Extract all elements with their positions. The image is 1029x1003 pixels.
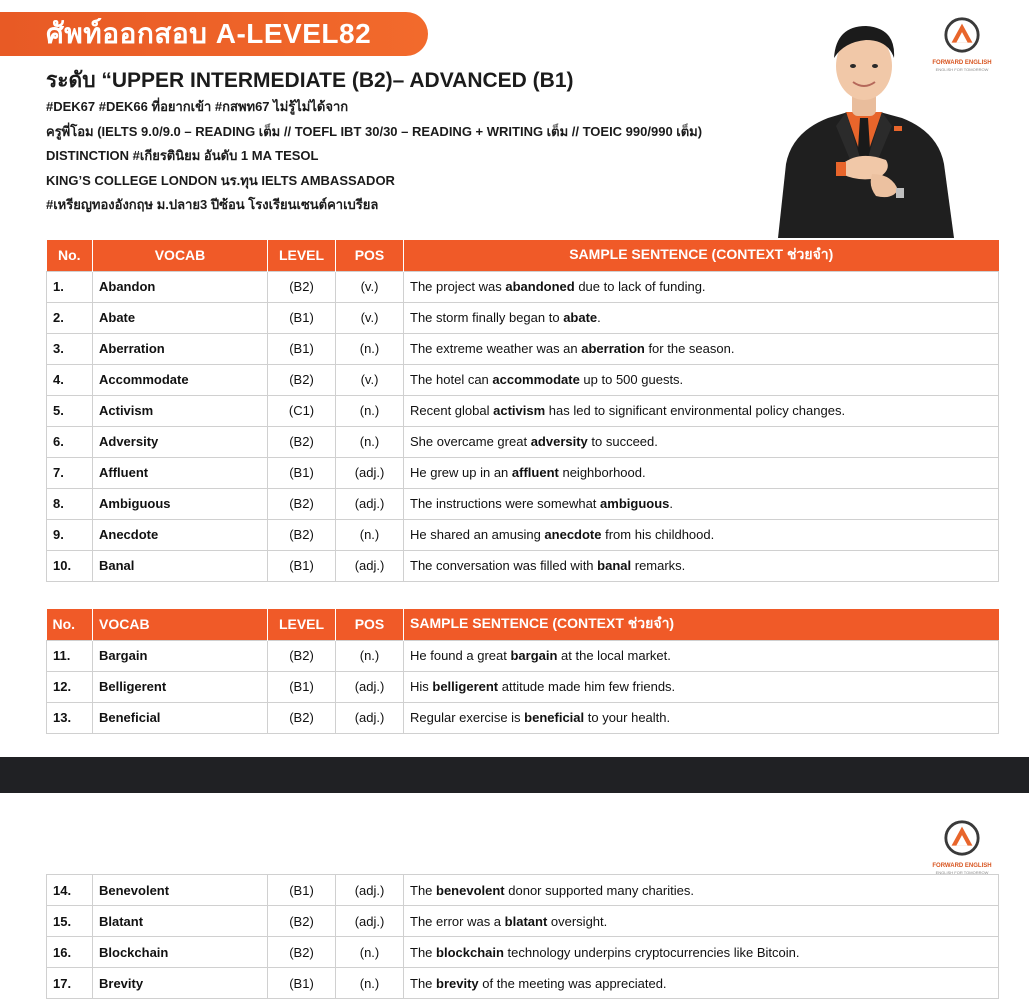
sentence-keyword: activism bbox=[493, 403, 546, 418]
vocab-level: (B2) bbox=[268, 364, 336, 395]
vocab-table-1 bbox=[46, 240, 999, 582]
sentence-start: His bbox=[410, 679, 433, 694]
page-title: ศัพท์ออกสอบ A-LEVEL82 bbox=[0, 12, 428, 56]
sample-sentence bbox=[404, 302, 999, 333]
sentence-keyword: anecdote bbox=[544, 527, 602, 542]
sentence-start: The storm finally began to bbox=[410, 310, 564, 325]
header-vocab: VOCAB bbox=[93, 240, 268, 271]
vocab-level: (B1) bbox=[268, 671, 336, 702]
sample-sentence bbox=[404, 640, 999, 671]
vocab-word: Accommodate bbox=[93, 364, 268, 395]
vocab-word: Abate bbox=[93, 302, 268, 333]
row-number: 12. bbox=[47, 671, 93, 702]
row-number: 8. bbox=[47, 488, 93, 519]
sentence-start: He shared an amusing bbox=[410, 527, 545, 542]
table-row bbox=[47, 937, 999, 968]
header-pos: POS bbox=[336, 609, 404, 640]
sentence-end: to your health. bbox=[584, 710, 671, 725]
sample-sentence bbox=[404, 519, 999, 550]
table-row bbox=[47, 395, 999, 426]
page-subtitle: ระดับ “UPPER INTERMEDIATE (B2)– ADVANCED (B1) bbox=[46, 69, 574, 92]
part-of-speech: (adj.) bbox=[336, 875, 404, 906]
sentence-keyword: ambiguous bbox=[600, 496, 670, 511]
page-divider bbox=[0, 757, 1029, 793]
part-of-speech: (adj.) bbox=[336, 550, 404, 581]
header-no: No. bbox=[47, 240, 93, 271]
sentence-end: remarks. bbox=[631, 558, 686, 573]
table-row bbox=[47, 671, 999, 702]
sample-sentence bbox=[404, 550, 999, 581]
vocab-word: Activism bbox=[93, 395, 268, 426]
row-number: 9. bbox=[47, 519, 93, 550]
vocab-table-3-body bbox=[47, 875, 999, 999]
table-row bbox=[47, 968, 999, 999]
sentence-end: donor supported many charities. bbox=[504, 882, 694, 898]
brand-logo bbox=[932, 819, 992, 875]
sentence-keyword: adversity bbox=[530, 434, 588, 449]
vocab-word: Brevity bbox=[93, 968, 268, 999]
sample-sentence bbox=[404, 426, 999, 457]
sample-sentence bbox=[404, 395, 999, 426]
sentence-keyword: aberration bbox=[581, 341, 645, 356]
header-sentence: SAMPLE SENTENCE (CONTEXT ช่วยจำ) bbox=[404, 609, 999, 640]
vocab-level: (B2) bbox=[268, 488, 336, 519]
row-number: 1. bbox=[47, 271, 93, 302]
sentence-start: The error was a bbox=[410, 913, 505, 929]
part-of-speech: (adj.) bbox=[336, 906, 404, 937]
sample-sentence bbox=[404, 906, 999, 937]
sentence-keyword: accommodate bbox=[492, 372, 580, 387]
forward-english-logo-icon bbox=[943, 16, 981, 54]
sample-sentence bbox=[404, 671, 999, 702]
sample-sentence bbox=[404, 875, 999, 906]
vocab-word: Belligerent bbox=[93, 671, 268, 702]
sentence-keyword: blockchain bbox=[436, 944, 504, 960]
logo-text: FORWARD ENGLISH bbox=[932, 60, 992, 66]
sentence-keyword: brevity bbox=[436, 975, 479, 991]
sentence-end: technology underpins cryptocurrencies like Bitcoin. bbox=[503, 944, 800, 960]
sample-sentence bbox=[404, 968, 999, 999]
sentence-keyword: benevolent bbox=[436, 882, 505, 898]
part-of-speech: (adj.) bbox=[336, 671, 404, 702]
sentence-start: He found a great bbox=[410, 648, 511, 663]
vocab-word: Bargain bbox=[93, 640, 268, 671]
sentence-end: oversight. bbox=[547, 913, 608, 929]
sentence-keyword: beneficial bbox=[524, 710, 585, 725]
vocab-word: Blockchain bbox=[93, 937, 268, 968]
sample-sentence bbox=[404, 333, 999, 364]
vocab-level: (B2) bbox=[268, 271, 336, 302]
logo-subtext: ENGLISH FOR TOMORROW bbox=[935, 67, 989, 72]
part-of-speech: (adj.) bbox=[336, 702, 404, 733]
sentence-start: The instructions were somewhat bbox=[410, 496, 601, 511]
worksheet-page-2 bbox=[0, 793, 1029, 1003]
header-pos: POS bbox=[336, 240, 404, 271]
row-number: 11. bbox=[47, 640, 93, 671]
info-line: DISTINCTION #เกียรตินิยม อันดับ 1 MA TESOL bbox=[46, 148, 319, 163]
vocab-level: (C1) bbox=[268, 395, 336, 426]
vocab-word: Adversity bbox=[93, 426, 268, 457]
sentence-start: The bbox=[410, 944, 437, 960]
sentence-end: up to 500 guests. bbox=[579, 372, 684, 387]
forward-english-logo-icon bbox=[943, 819, 981, 857]
vocab-word: Aberration bbox=[93, 333, 268, 364]
part-of-speech: (v.) bbox=[336, 302, 404, 333]
part-of-speech: (adj.) bbox=[336, 457, 404, 488]
sentence-keyword: bargain bbox=[510, 648, 558, 663]
sentence-start: Regular exercise is bbox=[410, 710, 525, 725]
part-of-speech: (n.) bbox=[336, 937, 404, 968]
vocab-word: Ambiguous bbox=[93, 488, 268, 519]
vocab-word: Blatant bbox=[93, 906, 268, 937]
sentence-end: . bbox=[597, 310, 601, 325]
vocab-level: (B2) bbox=[268, 906, 336, 937]
sentence-end: neighborhood. bbox=[558, 465, 646, 480]
sample-sentence bbox=[404, 702, 999, 733]
table-row bbox=[47, 426, 999, 457]
info-line: KING’S COLLEGE LONDON นร.ทุน IELTS AMBASSADOR bbox=[46, 172, 395, 188]
logo-subtext: ENGLISH FOR TOMORROW bbox=[935, 870, 989, 875]
sentence-end: of the meeting was appreciated. bbox=[478, 975, 667, 991]
sentence-start: The project was bbox=[410, 279, 506, 294]
row-number: 6. bbox=[47, 426, 93, 457]
sentence-keyword: belligerent bbox=[432, 679, 499, 694]
vocab-word: Beneficial bbox=[93, 702, 268, 733]
sentence-end: . bbox=[669, 496, 673, 511]
info-line: #เหรียญทองอังกฤษ ม.ปลาย3 ปีซ้อน โรงเรียนเซนต์คาเบรียล bbox=[46, 197, 379, 212]
sentence-start: The extreme weather was an bbox=[410, 341, 582, 356]
sentence-end: due to lack of funding. bbox=[574, 279, 706, 294]
row-number: 4. bbox=[47, 364, 93, 395]
header-level: LEVEL bbox=[268, 240, 336, 271]
sentence-end: attitude made him few friends. bbox=[498, 679, 676, 694]
row-number: 15. bbox=[47, 906, 93, 937]
row-number: 5. bbox=[47, 395, 93, 426]
sample-sentence bbox=[404, 457, 999, 488]
row-number: 14. bbox=[47, 875, 93, 906]
vocab-table-1-body bbox=[47, 271, 999, 581]
vocab-word: Anecdote bbox=[93, 519, 268, 550]
header-level: LEVEL bbox=[268, 609, 336, 640]
vocab-level: (B1) bbox=[268, 457, 336, 488]
vocab-level: (B2) bbox=[268, 702, 336, 733]
part-of-speech: (n.) bbox=[336, 333, 404, 364]
vocab-level: (B1) bbox=[268, 302, 336, 333]
sentence-start: The conversation was filled with bbox=[410, 558, 598, 573]
part-of-speech: (n.) bbox=[336, 640, 404, 671]
part-of-speech: (v.) bbox=[336, 364, 404, 395]
info-line: #DEK67 #DEK66 ที่อยากเข้า #กสพท67 ไม่รู้ไม่ได้จาก bbox=[46, 99, 349, 114]
vocab-word: Banal bbox=[93, 550, 268, 581]
row-number: 10. bbox=[47, 550, 93, 581]
sample-sentence bbox=[404, 937, 999, 968]
row-number: 13. bbox=[47, 702, 93, 733]
info-line: ครูพี่โอม (IELTS 9.0/9.0 – READING เต็ม // TOEFL IBT 30/30 – READING + WRITING เต็ม // TOEIC 990/990 เต็ม) bbox=[46, 123, 703, 139]
sentence-keyword: blatant bbox=[504, 913, 548, 929]
row-number: 16. bbox=[47, 937, 93, 968]
row-number: 7. bbox=[47, 457, 93, 488]
sentence-end: has led to significant environmental policy changes. bbox=[545, 403, 846, 418]
sentence-end: at the local market. bbox=[557, 648, 671, 663]
sample-sentence bbox=[404, 271, 999, 302]
table-header-row bbox=[47, 240, 999, 271]
sentence-start: The bbox=[410, 975, 437, 991]
table-row bbox=[47, 457, 999, 488]
vocab-word: Benevolent bbox=[93, 875, 268, 906]
table-row bbox=[47, 640, 999, 671]
table-row bbox=[47, 488, 999, 519]
part-of-speech: (v.) bbox=[336, 271, 404, 302]
row-number: 17. bbox=[47, 968, 93, 999]
brand-logo bbox=[932, 16, 992, 72]
logo-text: FORWARD ENGLISH bbox=[932, 863, 992, 869]
sample-sentence bbox=[404, 488, 999, 519]
vocab-level: (B1) bbox=[268, 968, 336, 999]
table-row bbox=[47, 702, 999, 733]
sentence-keyword: abate bbox=[563, 310, 598, 325]
vocab-level: (B2) bbox=[268, 937, 336, 968]
vocab-word: Abandon bbox=[93, 271, 268, 302]
vocab-table-2 bbox=[46, 609, 999, 734]
table-row bbox=[47, 875, 999, 906]
sentence-start: He grew up in an bbox=[410, 465, 512, 480]
part-of-speech: (n.) bbox=[336, 968, 404, 999]
table-header-row bbox=[47, 609, 999, 640]
sentence-end: for the season. bbox=[644, 341, 735, 356]
sentence-keyword: banal bbox=[597, 558, 632, 573]
sentence-end: to succeed. bbox=[587, 434, 658, 449]
vocab-level: (B1) bbox=[268, 333, 336, 364]
table-row bbox=[47, 364, 999, 395]
row-number: 3. bbox=[47, 333, 93, 364]
vocab-level: (B2) bbox=[268, 519, 336, 550]
vocab-table-2-body bbox=[47, 640, 999, 733]
sentence-start: The bbox=[410, 882, 437, 898]
vocab-level: (B2) bbox=[268, 426, 336, 457]
sentence-end: from his childhood. bbox=[601, 527, 715, 542]
part-of-speech: (n.) bbox=[336, 426, 404, 457]
header-no: No. bbox=[47, 609, 93, 640]
sample-sentence bbox=[404, 364, 999, 395]
vocab-level: (B1) bbox=[268, 550, 336, 581]
table-row bbox=[47, 302, 999, 333]
table-row bbox=[47, 550, 999, 581]
table-row bbox=[47, 333, 999, 364]
table-row bbox=[47, 906, 999, 937]
vocab-level: (B2) bbox=[268, 640, 336, 671]
sentence-start: Recent global bbox=[410, 403, 494, 418]
row-number: 2. bbox=[47, 302, 93, 333]
vocab-table-3 bbox=[46, 874, 999, 999]
sentence-keyword: abandoned bbox=[505, 279, 575, 294]
header-sentence: SAMPLE SENTENCE (CONTEXT ช่วยจำ) bbox=[404, 240, 999, 271]
table-row bbox=[47, 271, 999, 302]
part-of-speech: (adj.) bbox=[336, 488, 404, 519]
sentence-start: The hotel can bbox=[410, 372, 493, 387]
vocab-word: Affluent bbox=[93, 457, 268, 488]
sentence-start: She overcame great bbox=[410, 434, 531, 449]
teacher-info bbox=[46, 98, 702, 221]
vocab-level: (B1) bbox=[268, 875, 336, 906]
part-of-speech: (n.) bbox=[336, 519, 404, 550]
table-row bbox=[47, 519, 999, 550]
sentence-keyword: affluent bbox=[511, 465, 559, 480]
header-vocab: VOCAB bbox=[93, 609, 268, 640]
part-of-speech: (n.) bbox=[336, 395, 404, 426]
